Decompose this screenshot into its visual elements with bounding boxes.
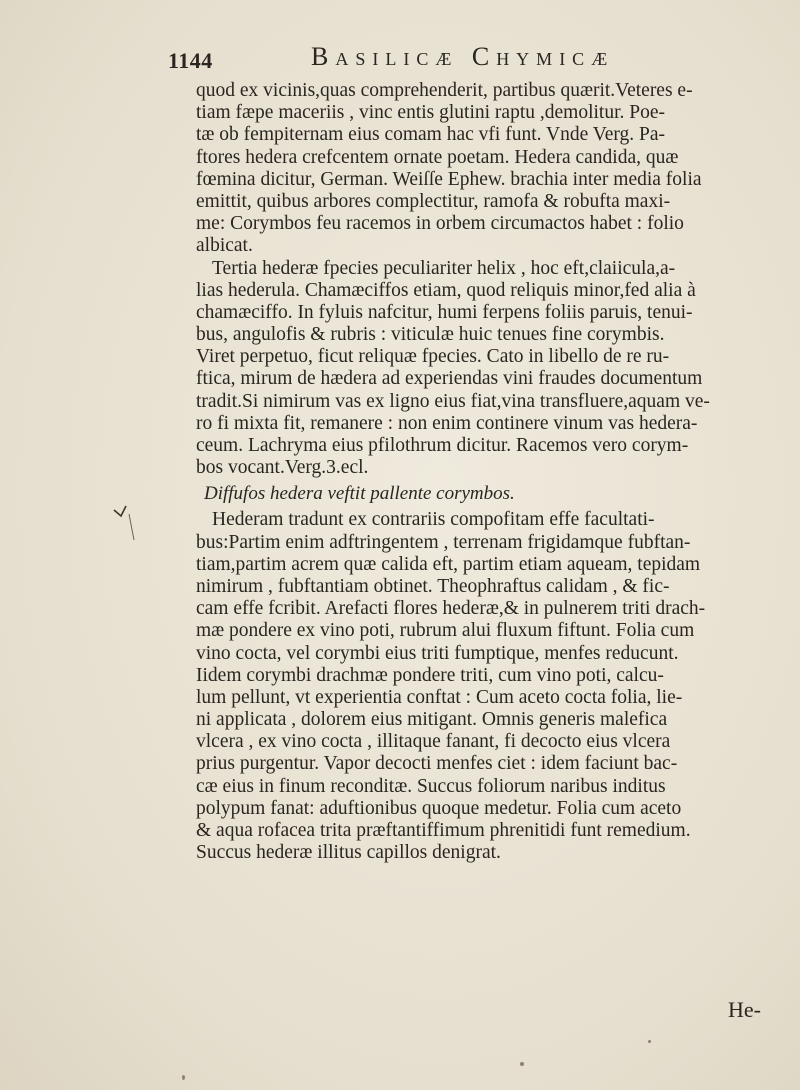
paper-speck [520,1062,524,1066]
text-line: albicat. [196,235,253,257]
text-line: cam effe fcribit. Arefacti flores hederæ,& in pulnerem triti drach- [196,598,706,620]
text-line: ro fi mixta fit, remanere : non enim continere vinum vas hedera- [196,412,698,434]
paper-speck [648,1040,651,1043]
text-line: Tertia hederæ fpecies peculiariter helix , hoc eft,claiicula,a- [212,257,676,279]
text-line: lias hederula. Chamæciffos etiam, quod reliquis minor,fed alia à [196,279,696,301]
text-line: Succus hederæ illitus capillos denigrat. [196,842,501,864]
paper-speck [182,1075,185,1080]
text-line: & aqua rofacea trita præftantiffimum phrenitidi funt remedium. [196,820,691,841]
text-line: chamæciffo. In fyluis nafcitur, humi ferpens foliis paruis, tenui- [196,301,693,323]
text-line: tæ ob fempiternam eius comam hac vfi funt. Vnde Verg. Pa- [196,124,665,146]
text-line: bos vocant.Verg.3.ecl. [196,457,369,479]
text-line: ceum. Lachryma eius pfilothrum dicitur. Racemos vero corym- [196,435,689,456]
text-line: tiam,partim acrem quæ calida eft, partim etiam aqueam, tepidam [196,553,701,575]
text-line: emittit, quibus arbores complectitur, ramofa & robufta maxi- [196,190,671,212]
text-line: mæ pondere ex vino poti, rubrum alui fluxum fiftunt. Folia cum [196,620,695,642]
text-line: bus:Partim enim adftringentem , terrenam frigidamque fubftan- [196,531,691,553]
text-line: me: Corymbos feu racemos in orbem circumactos habet : folio [196,213,684,235]
text-line: tradit.Si nimirum vas ex ligno eius fiat,vina transfluere,aquam ve- [196,390,710,412]
text-line: ftores hedera crefcentem ornate poetam. Hedera candida, quæ [196,146,679,168]
text-line: fœmina dicitur, German. Weiſſe Ephew. brachia inter media folia [196,168,702,190]
text-line: Iidem corymbi drachmæ pondere triti, cum vino poti, calcu- [196,664,664,686]
text-line: tiam fæpe maceriis , vinc entis glutini raptu ,demolitur. Poe- [196,102,665,124]
text-line: quod ex vicinis,quas comprehenderit, partibus quærit.Veteres e- [196,80,693,101]
text-line: nimirum , fubftantiam obtinet. Theophraftus calidam , & fic- [196,575,670,597]
text-line: Hederam tradunt ex contrariis compofitam effe facultati- [212,509,655,531]
text-line: vlcera , ex vino cocta , illitaque fanant, fi decocto eius vlcera [196,731,671,753]
page-number: 1144 [168,48,213,73]
running-title: Basilicæ Chymicæ [311,42,615,71]
catchword: He- [728,997,761,1022]
text-line: Viret perpetuo, ficut reliquæ fpecies. Cato in libello de re ru- [196,346,670,368]
text-line: prius purgentur. Vapor decocti menfes ciet : idem faciunt bac- [196,753,678,775]
marginal-mark-icon [112,500,140,544]
text-line: ftica, mirum de hædera ad experiendas vini fraudes documentum [196,368,703,390]
text-line: bus, angulofis & rubris : viticulæ huic tenues fine corymbis. [196,324,665,346]
text-line: cæ eius in finum reconditæ. Succus foliorum naribus inditus [196,775,666,797]
verse-quotation: Diffufos hedera veftit pallente corymbos. [204,483,515,505]
text-line: lum pellunt, vt experientia conftat : Cum aceto cocta folia, lie- [196,686,683,708]
text-line: ni applicata , dolorem eius mitigant. Omnis generis malefica [196,709,668,731]
text-line: polypum fanat: aduftionibus quoque medetur. Folia cum aceto [196,797,682,819]
body-text [196,80,772,864]
text-line: vino cocta, vel corymbi eius triti fumptique, menfes reducunt. [196,642,679,664]
page-header [168,42,768,82]
